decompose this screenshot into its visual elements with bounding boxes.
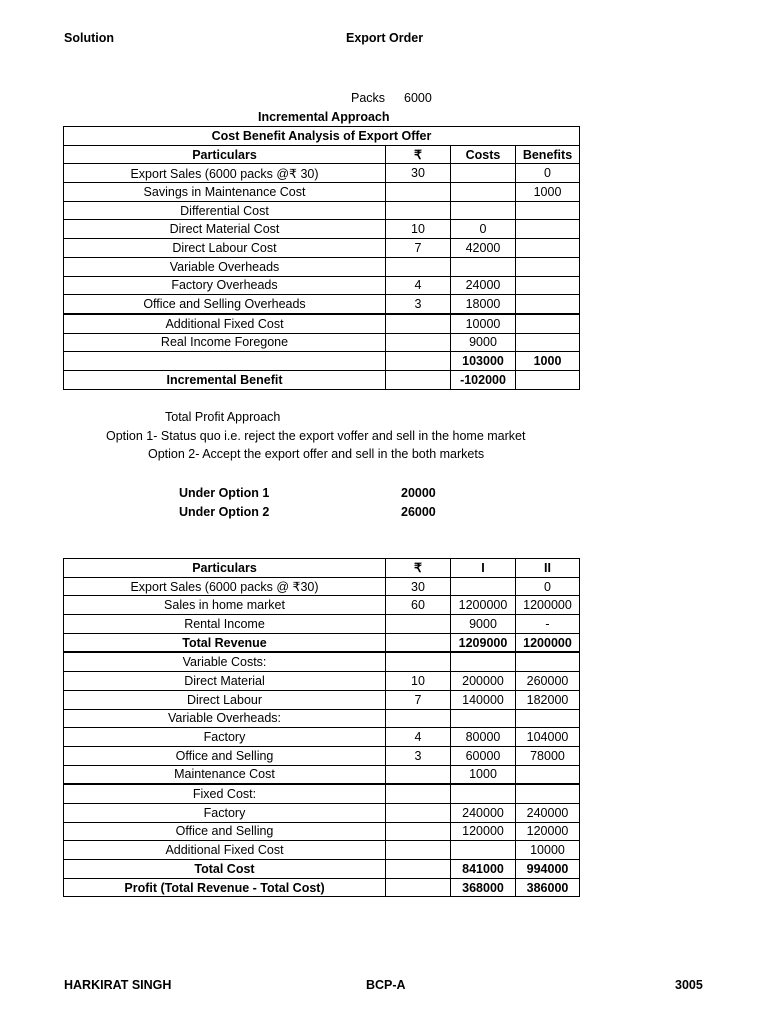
cell: 60000 xyxy=(451,746,516,765)
cell: 24000 xyxy=(451,276,516,295)
cell: 120000 xyxy=(516,822,580,841)
incremental-table-title: Cost Benefit Analysis of Export Offer xyxy=(64,127,580,146)
cell xyxy=(386,257,451,276)
cell: 240000 xyxy=(516,803,580,822)
total-profit-heading: Total Profit Approach xyxy=(165,410,281,424)
cell: 0 xyxy=(516,577,580,596)
cell xyxy=(516,201,580,220)
cell: 841000 xyxy=(451,860,516,879)
cell xyxy=(451,709,516,728)
cell: Factory Overheads xyxy=(64,276,386,295)
packs-label: Packs xyxy=(351,91,386,105)
cell xyxy=(386,822,451,841)
footer-author: HARKIRAT SINGH xyxy=(64,978,172,992)
cell: Office and Selling xyxy=(64,746,386,765)
header-export-order: Export Order xyxy=(346,31,424,45)
cell xyxy=(386,709,451,728)
col-option-i: I xyxy=(451,559,516,578)
cell: Rental Income xyxy=(64,615,386,634)
table-row xyxy=(64,276,580,295)
cell xyxy=(386,333,451,352)
cell xyxy=(386,201,451,220)
cell xyxy=(386,183,451,202)
option-1-text: Option 1- Status quo i.e. reject the export voffer and sell in the home market xyxy=(106,429,526,443)
cell xyxy=(451,577,516,596)
col-particulars: Particulars xyxy=(64,145,386,164)
cell: 4 xyxy=(386,728,451,747)
under-option-1-value: 20000 xyxy=(401,486,436,500)
cell: 10000 xyxy=(451,314,516,333)
incremental-table xyxy=(63,126,580,390)
cell: 9000 xyxy=(451,333,516,352)
cell: 10 xyxy=(386,672,451,691)
cell xyxy=(386,878,451,897)
cell xyxy=(386,352,451,371)
table-row-incremental-benefit xyxy=(64,370,580,389)
cell: Direct Labour xyxy=(64,690,386,709)
cell xyxy=(386,370,451,389)
table-row xyxy=(64,220,580,239)
table-row xyxy=(64,201,580,220)
cell: - xyxy=(516,615,580,634)
table-row xyxy=(64,652,580,671)
table-row-profit xyxy=(64,878,580,897)
cell xyxy=(516,709,580,728)
cell: 1000 xyxy=(451,765,516,784)
cell: Factory xyxy=(64,728,386,747)
header-solution: Solution xyxy=(64,31,114,45)
cell xyxy=(516,765,580,784)
cell: Maintenance Cost xyxy=(64,765,386,784)
footer-section: BCP-A xyxy=(366,978,406,992)
table-row xyxy=(64,333,580,352)
cell: Additional Fixed Cost xyxy=(64,314,386,333)
footer-number: 3005 xyxy=(675,978,703,992)
cell: 140000 xyxy=(451,690,516,709)
cell: 240000 xyxy=(451,803,516,822)
cell: Total Revenue xyxy=(64,633,386,652)
cell: 1000 xyxy=(516,352,580,371)
cell: Additional Fixed Cost xyxy=(64,841,386,860)
table-row-total-revenue xyxy=(64,633,580,652)
cell: 30 xyxy=(386,577,451,596)
table-row xyxy=(64,690,580,709)
cell xyxy=(516,314,580,333)
cell: 42000 xyxy=(451,239,516,258)
cell xyxy=(516,220,580,239)
cell xyxy=(516,257,580,276)
cell: 260000 xyxy=(516,672,580,691)
cell: 4 xyxy=(386,276,451,295)
cell xyxy=(386,784,451,803)
table-row xyxy=(64,672,580,691)
cell: 78000 xyxy=(516,746,580,765)
cell: Factory xyxy=(64,803,386,822)
cell: Differential Cost xyxy=(64,201,386,220)
cell: Export Sales (6000 packs @ ₹30) xyxy=(64,577,386,596)
col-benefits: Benefits xyxy=(516,145,580,164)
cell: 7 xyxy=(386,239,451,258)
table-row xyxy=(64,314,580,333)
cell xyxy=(386,633,451,652)
cell: 1200000 xyxy=(451,596,516,615)
col-option-ii: II xyxy=(516,559,580,578)
incremental-heading: Incremental Approach xyxy=(258,110,390,124)
cell: Export Sales (6000 packs @₹ 30) xyxy=(64,164,386,183)
cell xyxy=(451,201,516,220)
cell xyxy=(386,615,451,634)
col-particulars: Particulars xyxy=(64,559,386,578)
cell: Direct Material Cost xyxy=(64,220,386,239)
cell xyxy=(451,164,516,183)
table-row xyxy=(64,239,580,258)
cell: 18000 xyxy=(451,295,516,314)
table-row xyxy=(64,709,580,728)
table-row xyxy=(64,295,580,314)
col-rupee: ₹ xyxy=(386,559,451,578)
cell: 368000 xyxy=(451,878,516,897)
cell xyxy=(386,803,451,822)
table-row xyxy=(64,803,580,822)
cell xyxy=(386,314,451,333)
cell: Real Income Foregone xyxy=(64,333,386,352)
cell: Total Cost xyxy=(64,860,386,879)
cell: Incremental Benefit xyxy=(64,370,386,389)
table-row xyxy=(64,765,580,784)
cell: 1000 xyxy=(516,183,580,202)
cell: Office and Selling Overheads xyxy=(64,295,386,314)
cell: Direct Labour Cost xyxy=(64,239,386,258)
cell: 7 xyxy=(386,690,451,709)
cell xyxy=(516,276,580,295)
table-row xyxy=(64,615,580,634)
cell xyxy=(451,841,516,860)
cell xyxy=(451,183,516,202)
under-option-2-label: Under Option 2 xyxy=(179,505,270,519)
col-costs: Costs xyxy=(451,145,516,164)
cell xyxy=(64,352,386,371)
cell xyxy=(516,784,580,803)
cell: 9000 xyxy=(451,615,516,634)
option-2-text: Option 2- Accept the export offer and sell in the both markets xyxy=(148,447,485,461)
table-row xyxy=(64,841,580,860)
cell: 30 xyxy=(386,164,451,183)
cell xyxy=(386,652,451,671)
cell: -102000 xyxy=(451,370,516,389)
cell: Variable Overheads: xyxy=(64,709,386,728)
under-option-2-value: 26000 xyxy=(401,505,436,519)
cell xyxy=(516,333,580,352)
cell xyxy=(516,652,580,671)
cell: 103000 xyxy=(451,352,516,371)
cell: 1200000 xyxy=(516,596,580,615)
cell xyxy=(451,257,516,276)
cell: 60 xyxy=(386,596,451,615)
cell: 0 xyxy=(516,164,580,183)
cell: Profit (Total Revenue - Total Cost) xyxy=(64,878,386,897)
cell xyxy=(386,841,451,860)
table-row xyxy=(64,822,580,841)
cell xyxy=(386,765,451,784)
table-row xyxy=(64,577,580,596)
cell: 1200000 xyxy=(516,633,580,652)
cell: Office and Selling xyxy=(64,822,386,841)
cell: Direct Material xyxy=(64,672,386,691)
cell: 10000 xyxy=(516,841,580,860)
table-row xyxy=(64,746,580,765)
cell xyxy=(451,652,516,671)
cell: Savings in Maintenance Cost xyxy=(64,183,386,202)
cell: 386000 xyxy=(516,878,580,897)
table-row xyxy=(64,164,580,183)
cell: Sales in home market xyxy=(64,596,386,615)
cell xyxy=(516,370,580,389)
table-row xyxy=(64,728,580,747)
cell: 200000 xyxy=(451,672,516,691)
cell: 1209000 xyxy=(451,633,516,652)
cell: 3 xyxy=(386,295,451,314)
cell xyxy=(516,295,580,314)
cell xyxy=(386,860,451,879)
table-row xyxy=(64,596,580,615)
cell: 994000 xyxy=(516,860,580,879)
cell xyxy=(451,784,516,803)
table-row-total-cost xyxy=(64,860,580,879)
cell: 0 xyxy=(451,220,516,239)
cell: 10 xyxy=(386,220,451,239)
cell: Variable Costs: xyxy=(64,652,386,671)
cell: Variable Overheads xyxy=(64,257,386,276)
profit-table xyxy=(63,558,580,897)
cell: 3 xyxy=(386,746,451,765)
table-row xyxy=(64,784,580,803)
table-row xyxy=(64,257,580,276)
col-rupee: ₹ xyxy=(386,145,451,164)
table-row xyxy=(64,183,580,202)
cell: Fixed Cost: xyxy=(64,784,386,803)
cell: 104000 xyxy=(516,728,580,747)
cell: 120000 xyxy=(451,822,516,841)
table-row-total xyxy=(64,352,580,371)
packs-value: 6000 xyxy=(404,91,432,105)
cell: 80000 xyxy=(451,728,516,747)
under-option-1-label: Under Option 1 xyxy=(179,486,270,500)
cell: 182000 xyxy=(516,690,580,709)
cell xyxy=(516,239,580,258)
